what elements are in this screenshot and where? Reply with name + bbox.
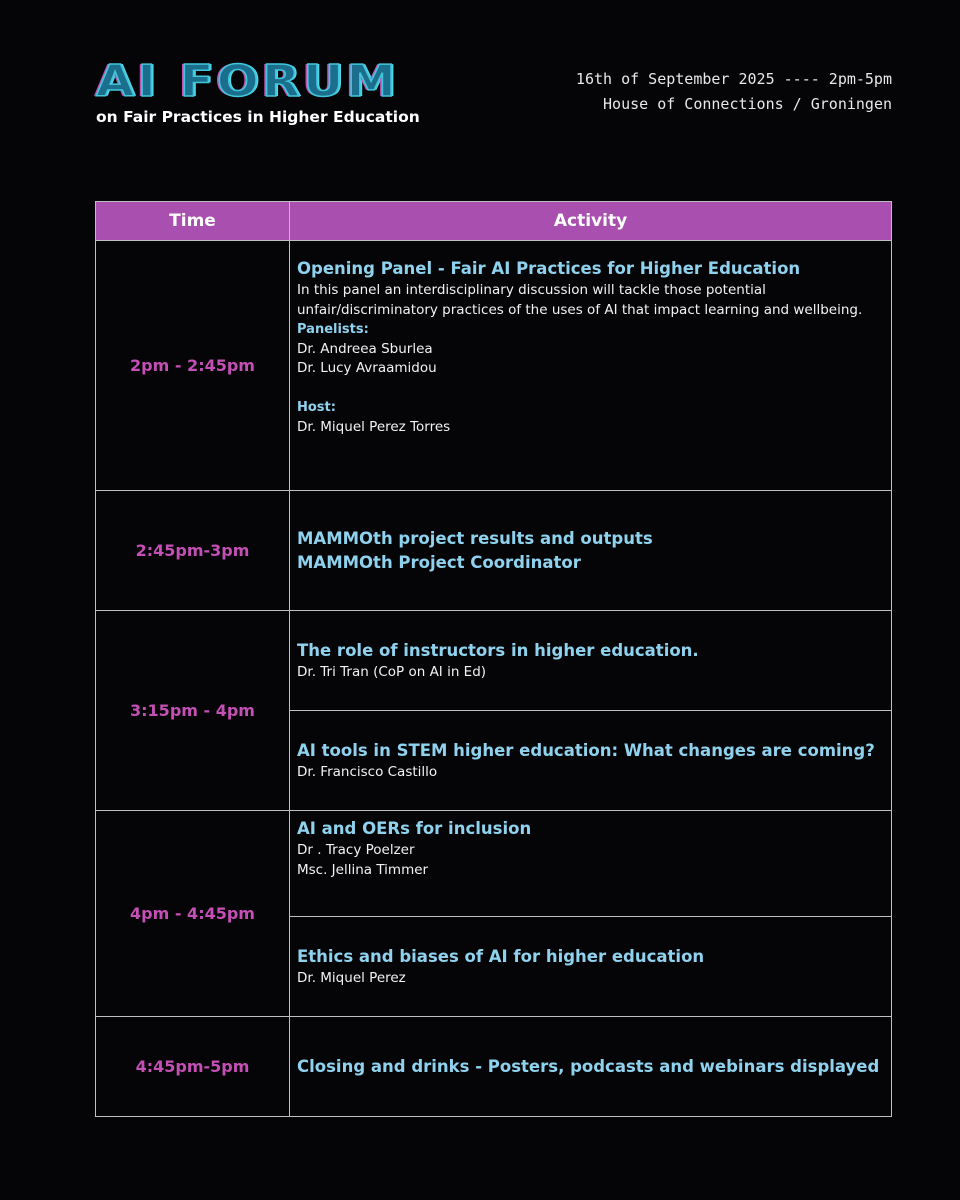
time-cell: 4pm - 4:45pm: [96, 811, 290, 1017]
speaker-name: Dr. Tri Tran (CoP on AI in Ed): [297, 663, 487, 680]
speaker-name: Dr . Tracy Poelzer: [297, 842, 415, 858]
time-column-header: Time: [96, 202, 290, 241]
table-row: [96, 611, 892, 711]
speaker-name: Dr. Francisco Castillo: [297, 763, 438, 780]
time-cell: 4:45pm-5pm: [96, 1017, 290, 1117]
event-info: [576, 67, 892, 117]
activity-cell: [290, 711, 892, 811]
logo-title: AI FORUM: [96, 56, 400, 107]
activity-cell: [290, 917, 892, 1017]
activity-column-header: Activity: [290, 202, 892, 241]
activity-cell: [290, 611, 892, 711]
session-title: MAMMOth project results and outputs: [297, 528, 653, 548]
session-title: AI and OERs for inclusion: [297, 819, 532, 838]
table-row: [96, 1017, 892, 1117]
event-location: House of Connections / Groningen: [603, 95, 892, 113]
session-description: In this panel an interdisciplinary discussion will tackle those potential: [297, 282, 766, 298]
speaker-name: Dr. Miquel Perez: [297, 969, 406, 986]
activity-cell: [290, 491, 892, 611]
activity-cell: [290, 811, 892, 917]
host-name: Dr. Miquel Perez Torres: [297, 418, 451, 435]
table-row: [96, 241, 892, 491]
time-cell: 2:45pm-3pm: [96, 491, 290, 611]
logo-subtitle: on Fair Practices in Higher Education: [96, 108, 420, 126]
session-title: AI tools in STEM higher education: What changes are coming?: [297, 740, 875, 760]
session-title: Ethics and biases of AI for higher education: [297, 946, 705, 966]
panelists-label: Panelists:: [297, 322, 369, 337]
time-cell: 2pm - 2:45pm: [96, 241, 290, 491]
session-title: MAMMOth Project Coordinator: [297, 552, 581, 572]
time-cell: 3:15pm - 4pm: [96, 611, 290, 811]
host-label: Host:: [297, 400, 336, 415]
activity-cell: [290, 241, 892, 491]
speaker-name: Msc. Jellina Timmer: [297, 861, 429, 878]
table-header-row: [96, 202, 892, 241]
panelist-name: Dr. Lucy Avraamidou: [297, 360, 437, 376]
table-row: [96, 491, 892, 611]
session-title: Opening Panel - Fair AI Practices for Higher Education: [297, 259, 801, 278]
table-row: [96, 811, 892, 917]
schedule-table: [95, 201, 892, 1117]
session-title: Closing and drinks - Posters, podcasts and webinars displayed: [297, 1056, 880, 1076]
forum-logo: [96, 58, 426, 126]
session-description: unfair/discriminatory practices of the uses of AI that impact learning and wellbeing.: [297, 301, 863, 318]
activity-cell: [290, 1017, 892, 1117]
panelist-name: Dr. Andreea Sburlea: [297, 340, 433, 357]
event-date-time: 16th of September 2025 ---- 2pm-5pm: [575, 70, 892, 88]
session-title: The role of instructors in higher education.: [297, 640, 699, 660]
